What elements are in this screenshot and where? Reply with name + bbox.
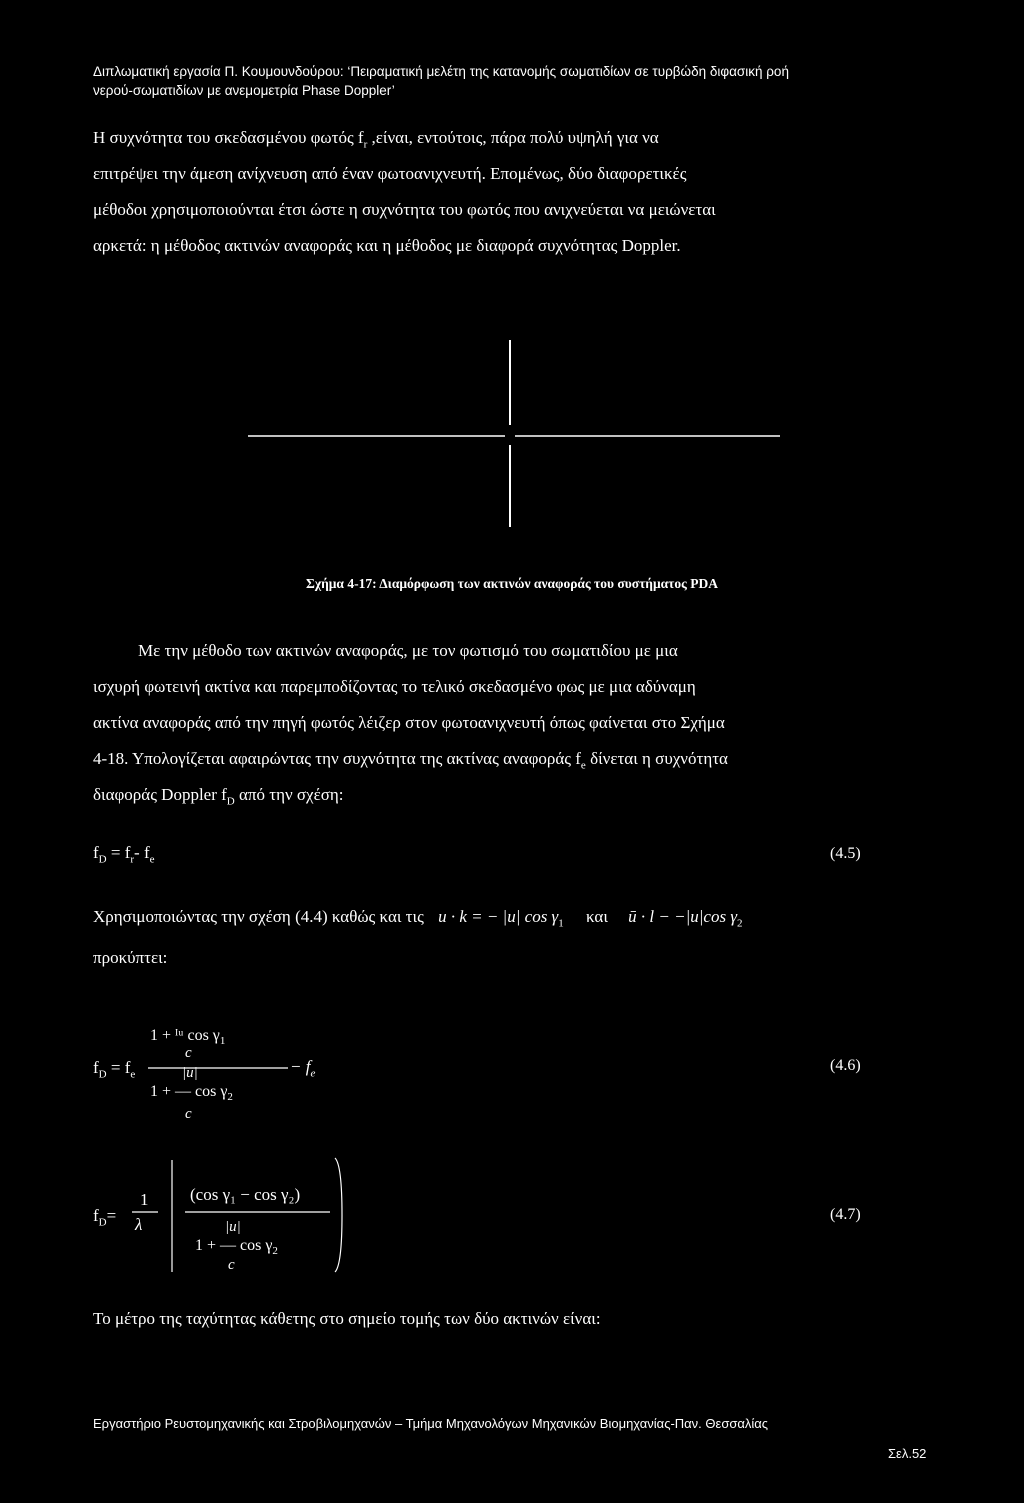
- equation-4-6-denominator: 1 + — $\cos \gamma_2$: [150, 1083, 233, 1104]
- header-line-1: Διπλωματική εργασία Π. Κουμουνδούρου: ‘Πειραματική μελέτη της κατανομής σωματιδίων σε τυρβώδη διφασική ροή: [93, 64, 789, 79]
- para2-line2: ισχυρή φωτεινή ακτίνα και παρεμποδίζοντας το τελικό σκεδασμένο φως με μια αδύναμη: [93, 677, 696, 696]
- page-footer: Εργαστήριο Ρευστομηχανικής και Στροβιλομηχανών – Τμήμα Μηχανολόγων Μηχανικών Βιομηχανίας-Παν. Θεσσαλίας: [93, 1416, 769, 1431]
- equation-number-4-6: (4.6): [830, 1057, 861, 1074]
- para2-line4: 4-18. Υπολογίζεται αφαιρώντας την συχνότητα της ακτίνας αναφοράς $f_e$ δίνεται η συχνότητα: [93, 749, 728, 772]
- para2-line1: Με την μέθοδο των ακτινών αναφοράς, με τον φωτισμό του σωματιδίου με μια: [138, 641, 678, 660]
- equation-number-4-5: (4.5): [830, 845, 861, 862]
- page-number: Σελ.52: [888, 1446, 927, 1461]
- para2-line3: ακτίνα αναφοράς από την πηγή φωτός λέιζερ στον φωτοανιχνευτή όπως φαίνεται στο Σχήμα: [93, 713, 725, 732]
- equation-4-7-inner-den: 1 + — $\cos \gamma_2$: [195, 1237, 278, 1258]
- para1-line1: Η συχνότητα του σκεδασμένου φωτός $f_r$ ,είναι, εντούτοις, πάρα πολύ υψηλή για να: [93, 128, 659, 151]
- equation-4-7-frac-num: 1: [140, 1190, 149, 1209]
- equation-4-6-lhs: $f_D = f_e$: [93, 1058, 136, 1081]
- equation-4-5: $f_D = f_r-$ $f_e$: [93, 843, 155, 866]
- equation-number-4-7: (4.7): [830, 1206, 861, 1223]
- equation-4-6-numerator: 1 + ᴵᵘ $\cos \gamma_1$: [150, 1027, 226, 1048]
- using-relation-line: Χρησιμοποιώντας την σχέση (4.4) καθώς και τις u · k = − |u| $\cos \gamma_1$ και ū · l − −|u|cos $\gamma_2$: [93, 907, 743, 930]
- para1-line2: επιτρέψει την άμεση ανίχνευση από έναν φωτοανιχνευτή. Επομένως, δύο διαφορετικές: [93, 164, 687, 183]
- equation-4-7-inner-u: |u|: [225, 1219, 241, 1235]
- header-line-2: νερού-σωματιδίων με ανεμομετρία Phase Doppler’: [93, 83, 395, 98]
- equation-4-6-num-c: c: [185, 1045, 192, 1061]
- equation-4-6-den-c: c: [185, 1106, 192, 1122]
- results-word: προκύπτει:: [93, 948, 168, 967]
- equation-4-7-inner-c: c: [228, 1257, 235, 1273]
- para2-line5: διαφοράς Doppler $f_D$ από την σχέση:: [93, 785, 344, 808]
- equation-4-6-tail: − $f_e$: [290, 1057, 316, 1080]
- equation-4-7-lhs: $f_D=$: [93, 1206, 117, 1229]
- velocity-magnitude-line: Το μέτρο της ταχύτητας κάθετης στο σημείο τομής των δύο ακτινών είναι:: [93, 1309, 601, 1328]
- equation-4-7-frac-den: λ: [135, 1215, 143, 1234]
- equation-4-6-den-u: |ū|: [182, 1065, 198, 1081]
- para1-line4: αρκετά: η μέθοδος ακτινών αναφοράς και η μέθοδος με διαφορά συχνότητας Doppler.: [93, 236, 681, 255]
- figure-caption: Σχήμα 4-17: Διαμόρφωση των ακτινών αναφοράς του συστήματος PDA: [306, 576, 718, 591]
- para1-line3: μέθοδοι χρησιμοποιούνται έτσι ώστε η συχνότητα του φωτός που ανιχνεύεται να μειώνεται: [93, 200, 716, 219]
- equation-4-7-inner-num: (cos γ₁ − cos γ₂): [190, 1185, 301, 1204]
